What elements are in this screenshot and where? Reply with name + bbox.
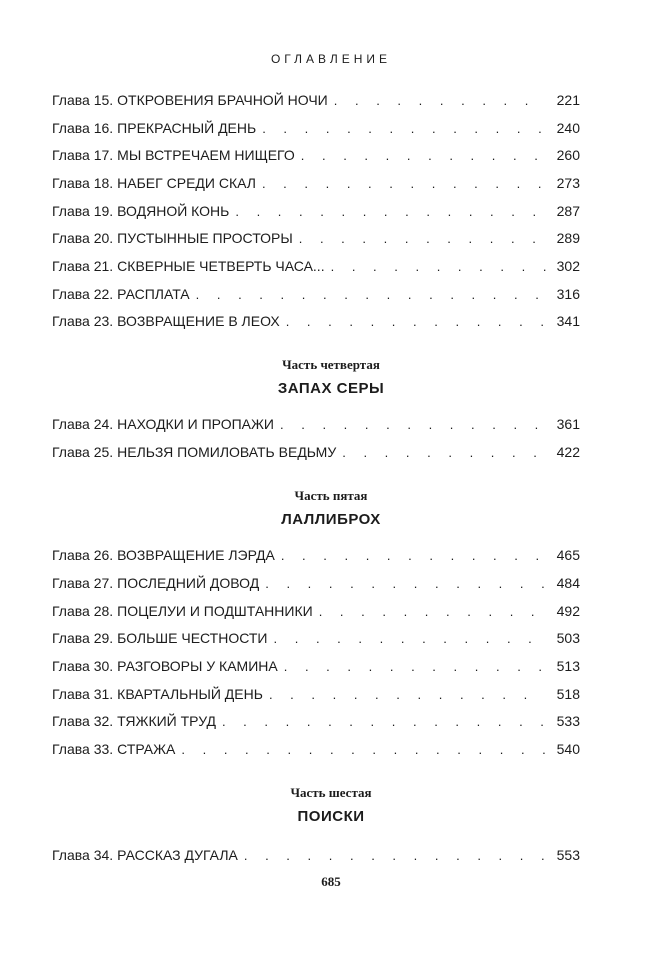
toc-entry-ch18[interactable] bbox=[52, 173, 580, 193]
dot-leader bbox=[331, 257, 546, 277]
page-number: 503 bbox=[556, 630, 580, 646]
dot-leader bbox=[265, 574, 546, 594]
page-number: 240 bbox=[556, 120, 580, 136]
dot-leader bbox=[319, 602, 546, 622]
chapter-title: СТРАЖА bbox=[117, 741, 176, 757]
page-number: 492 bbox=[556, 603, 580, 619]
toc-entry-ch31[interactable] bbox=[52, 684, 580, 704]
folio-page-number: 685 bbox=[321, 874, 341, 889]
chapter-title: ПУСТЫННЫЕ ПРОСТОРЫ bbox=[117, 230, 293, 246]
page-number: 465 bbox=[556, 547, 580, 563]
part-title-6: ПОИСКИ bbox=[297, 808, 365, 825]
chapter-number: Глава 33. bbox=[52, 741, 114, 757]
page-number: 221 bbox=[556, 92, 580, 108]
dot-leader bbox=[235, 202, 546, 222]
dot-leader bbox=[334, 91, 546, 111]
toc-entry-ch33[interactable] bbox=[52, 739, 580, 759]
chapter-number: Глава 22. bbox=[52, 286, 114, 302]
page-number: 302 bbox=[556, 258, 580, 274]
toc-entry-ch34[interactable] bbox=[52, 845, 580, 865]
chapter-title: ПРЕКРАСНЫЙ ДЕНЬ bbox=[117, 120, 257, 136]
page-number: 289 bbox=[556, 230, 580, 246]
toc-entry-ch19[interactable] bbox=[52, 201, 580, 221]
chapter-number: Глава 30. bbox=[52, 658, 114, 674]
page-number: 422 bbox=[556, 444, 580, 460]
toc-entry-ch15[interactable] bbox=[52, 90, 580, 110]
dot-leader bbox=[284, 657, 546, 677]
toc-entry-ch29[interactable] bbox=[52, 628, 580, 648]
dot-leader bbox=[281, 546, 546, 566]
dot-leader bbox=[342, 443, 546, 463]
chapter-title: РАССКАЗ ДУГАЛА bbox=[117, 847, 238, 863]
dot-leader bbox=[262, 174, 546, 194]
chapter-title: РАЗГОВОРЫ У КАМИНА bbox=[117, 658, 278, 674]
chapter-number: Глава 23. bbox=[52, 313, 114, 329]
chapter-title: НАХОДКИ И ПРОПАЖИ bbox=[117, 416, 274, 432]
chapter-title: НЕЛЬЗЯ ПОМИЛОВАТЬ ВЕДЬМУ bbox=[117, 444, 337, 460]
chapter-title: РАСПЛАТА bbox=[117, 286, 190, 302]
chapter-number: Глава 18. bbox=[52, 175, 114, 191]
chapter-number: Глава 19. bbox=[52, 203, 114, 219]
dot-leader bbox=[274, 629, 547, 649]
page-number: 540 bbox=[556, 741, 580, 757]
chapter-title: МЫ ВСТРЕЧАЕМ НИЩЕГО bbox=[117, 147, 295, 163]
chapter-title: СКВЕРНЫЕ ЧЕТВЕРТЬ ЧАСА... bbox=[117, 258, 325, 274]
page-number: 341 bbox=[556, 313, 580, 329]
chapter-number: Глава 28. bbox=[52, 603, 114, 619]
toc-entry-ch21[interactable] bbox=[52, 256, 580, 276]
chapter-title: ВОЗВРАЩЕНИЕ ЛЭРДА bbox=[117, 547, 275, 563]
toc-entry-ch24[interactable] bbox=[52, 414, 580, 434]
chapter-number: Глава 27. bbox=[52, 575, 114, 591]
toc-entry-ch32[interactable] bbox=[52, 711, 580, 731]
part-label-4: Часть четвертая bbox=[282, 357, 380, 372]
dot-leader bbox=[196, 285, 546, 305]
page-number: 316 bbox=[556, 286, 580, 302]
dot-leader bbox=[244, 846, 546, 866]
dot-leader bbox=[286, 312, 546, 332]
page-number: 287 bbox=[556, 203, 580, 219]
page-number: 484 bbox=[556, 575, 580, 591]
chapter-number: Глава 16. bbox=[52, 120, 114, 136]
chapter-title: ПОСЛЕДНИЙ ДОВОД bbox=[117, 575, 260, 591]
toc-entry-ch17[interactable] bbox=[52, 145, 580, 165]
dot-leader bbox=[269, 685, 546, 705]
running-head: ОГЛАВЛЕНИЕ bbox=[270, 52, 392, 66]
dot-leader bbox=[181, 740, 546, 760]
page-number: 533 bbox=[556, 713, 580, 729]
chapter-title: ВОЗВРАЩЕНИЕ В ЛЕОХ bbox=[117, 313, 280, 329]
part-title-4: ЗАПАХ СЕРЫ bbox=[277, 380, 385, 397]
chapter-title: НАБЕГ СРЕДИ СКАЛ bbox=[117, 175, 256, 191]
chapter-title: КВАРТАЛЬНЫЙ ДЕНЬ bbox=[117, 686, 263, 702]
part-label-5: Часть пятая bbox=[294, 488, 368, 503]
dot-leader bbox=[280, 415, 546, 435]
page-number: 518 bbox=[556, 686, 580, 702]
toc-entry-ch20[interactable] bbox=[52, 228, 580, 248]
chapter-number: Глава 34. bbox=[52, 847, 114, 863]
chapter-title: ОТКРОВЕНИЯ БРАЧНОЙ НОЧИ bbox=[117, 92, 328, 108]
page-number: 260 bbox=[556, 147, 580, 163]
toc-entry-ch22[interactable] bbox=[52, 284, 580, 304]
page-number: 513 bbox=[556, 658, 580, 674]
toc-entry-ch25[interactable] bbox=[52, 442, 580, 462]
dot-leader bbox=[301, 146, 546, 166]
toc-entry-ch27[interactable] bbox=[52, 573, 580, 593]
dot-leader bbox=[262, 119, 546, 139]
dot-leader bbox=[299, 229, 546, 249]
chapter-title: ТЯЖКИЙ ТРУД bbox=[117, 713, 216, 729]
page-number: 553 bbox=[556, 847, 580, 863]
chapter-number: Глава 21. bbox=[52, 258, 114, 274]
dot-leader bbox=[222, 712, 546, 732]
part-label-6: Часть шестая bbox=[290, 785, 372, 800]
toc-entry-ch28[interactable] bbox=[52, 601, 580, 621]
chapter-number: Глава 29. bbox=[52, 630, 114, 646]
toc-entry-ch23[interactable] bbox=[52, 311, 580, 331]
chapter-number: Глава 25. bbox=[52, 444, 114, 460]
chapter-number: Глава 24. bbox=[52, 416, 114, 432]
page-number: 361 bbox=[556, 416, 580, 432]
chapter-title: ВОДЯНОЙ КОНЬ bbox=[117, 203, 230, 219]
part-title-5: ЛАЛЛИБРОХ bbox=[281, 511, 381, 528]
chapter-number: Глава 32. bbox=[52, 713, 114, 729]
toc-entry-ch26[interactable] bbox=[52, 545, 580, 565]
toc-entry-ch30[interactable] bbox=[52, 656, 580, 676]
chapter-title: ПОЦЕЛУИ И ПОДШТАННИКИ bbox=[117, 603, 313, 619]
chapter-number: Глава 26. bbox=[52, 547, 114, 563]
page-number: 273 bbox=[556, 175, 580, 191]
chapter-number: Глава 15. bbox=[52, 92, 114, 108]
chapter-title: БОЛЬШЕ ЧЕСТНОСТИ bbox=[117, 630, 268, 646]
chapter-number: Глава 31. bbox=[52, 686, 114, 702]
toc-entry-ch16[interactable] bbox=[52, 118, 580, 138]
chapter-number: Глава 17. bbox=[52, 147, 114, 163]
chapter-number: Глава 20. bbox=[52, 230, 114, 246]
